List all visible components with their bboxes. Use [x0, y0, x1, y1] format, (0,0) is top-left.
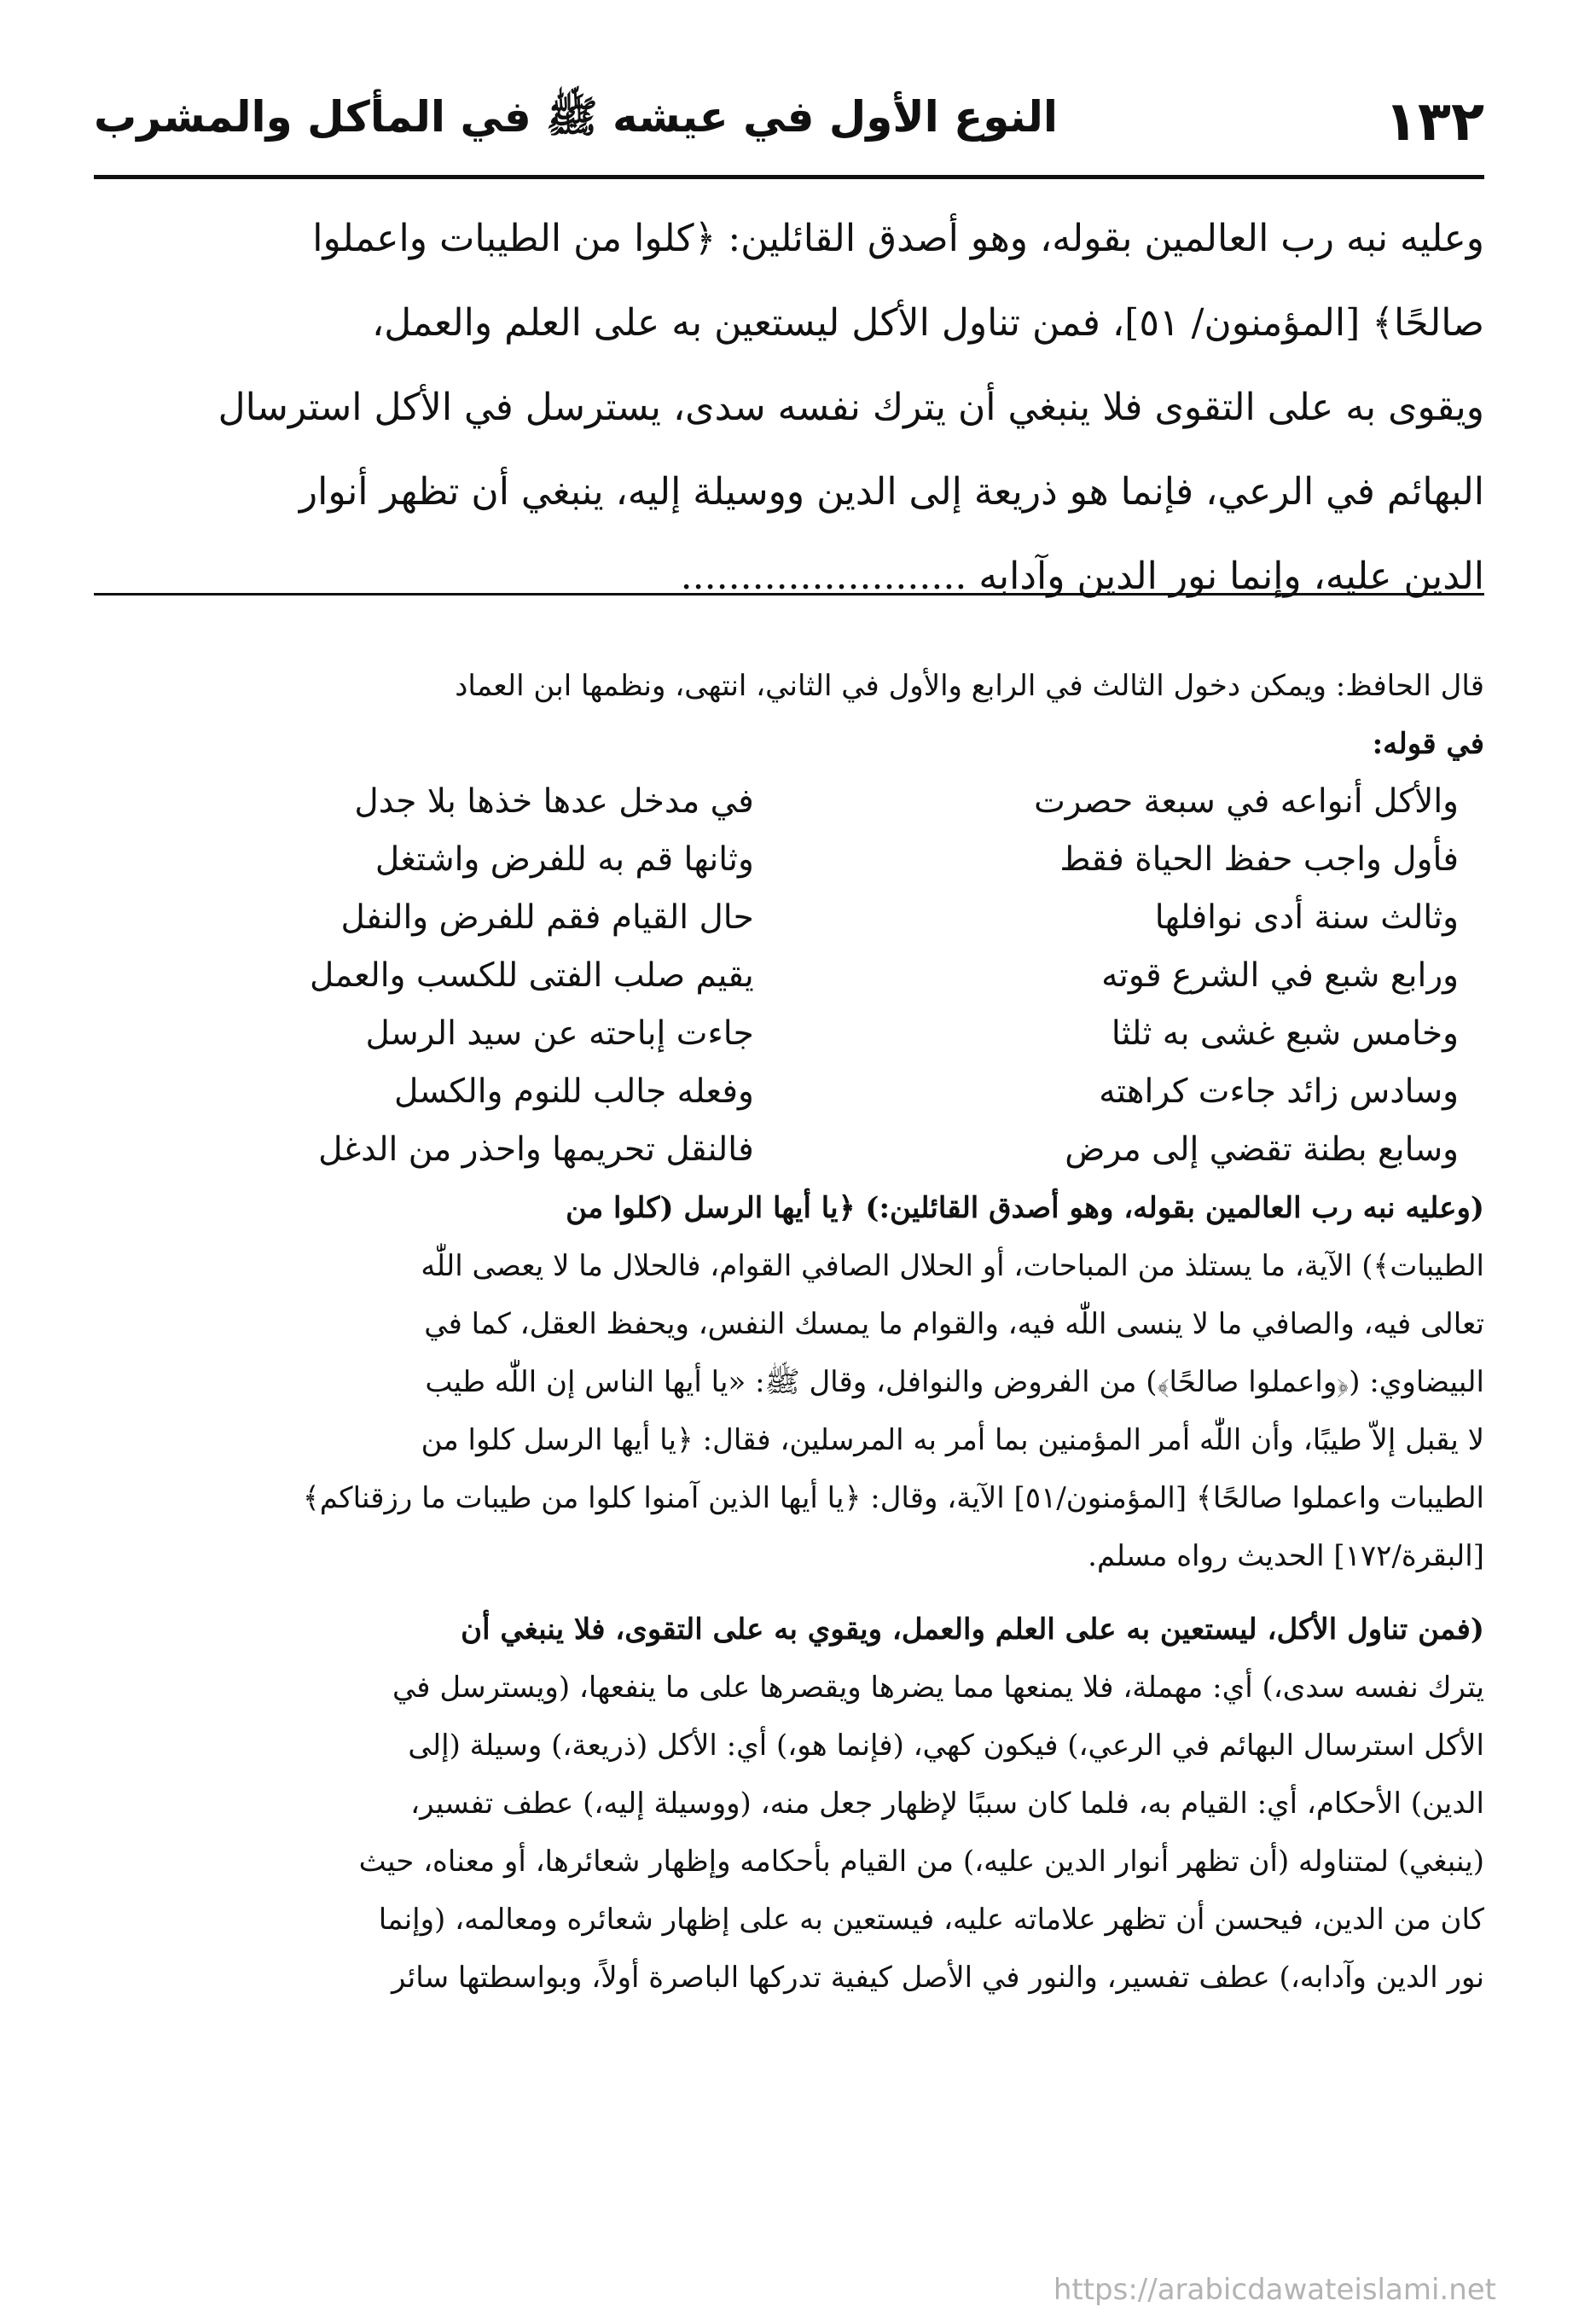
commentary-line: تعالى فيه، والصافي ما لا ينسى اللّٰه فيه، والقوام ما يمسك النفس، ويحفظ العقل، كما في	[424, 1307, 1484, 1341]
commentary-line: في قوله:	[1372, 727, 1484, 761]
commentary-line: (وعليه نبه رب العالمين بقوله، وهو أصدق القائلين:) ﴿يا أيها الرسل (كلوا من	[566, 1191, 1484, 1225]
poem-verse	[154, 773, 1459, 831]
verse-first-half: وخامس شبع غشى به ثلثا	[1111, 1014, 1459, 1053]
page-header	[94, 75, 1484, 169]
verse-first-half: وسادس زائد جاءت كراهته	[1099, 1072, 1459, 1111]
poem-verse	[154, 1005, 1459, 1063]
main-text-line: ويقوى به على التقوى فلا ينبغي أن يترك نفسه سدى، يسترسل في الأكل استرسال	[218, 386, 1484, 429]
poem-verse	[154, 947, 1459, 1005]
commentary-line: قال الحافظ: ويمكن دخول الثالث في الرابع والأول في الثاني، انتهى، ونظمها ابن العماد	[455, 669, 1484, 703]
commentary-line: [البقرة/١٧٢] الحديث رواه مسلم.	[1088, 1539, 1484, 1573]
poem-verse	[154, 1121, 1459, 1179]
verse-second-half: يقيم صلب الفتى للكسب والعمل	[309, 956, 754, 995]
commentary-line: نور الدين وآدابه،) عطف تفسير، والنور في الأصل كيفية تدركها الباصرة أولاً، وبواسطتها سائر	[391, 1961, 1484, 1995]
main-text-line: وعليه نبه رب العالمين بقوله، وهو أصدق القائلين: ﴿كلوا من الطيبات واعملوا	[312, 217, 1484, 260]
verse-second-half: فالنقل تحريمها واحذر من الدغل	[318, 1130, 754, 1169]
verse-second-half: حال القيام فقم للفرض والنفل	[340, 898, 754, 937]
commentary-line: لا يقبل إلاّ طيبًا، وأن اللّٰه أمر المؤمنين بما أمر به المرسلين، فقال: ﴿يا أيها الرسل كلوا من	[421, 1423, 1484, 1457]
poem-verse	[154, 831, 1459, 889]
main-text-line: الدين عليه، وإنما نور الدين وآدابه ........................	[680, 555, 1484, 598]
section-divider	[94, 593, 1484, 596]
poem-verse	[154, 889, 1459, 947]
verse-second-half: في مدخل عدها خذها بلا جدل	[354, 782, 754, 821]
page-number: ١٣٢	[1384, 90, 1484, 154]
watermark-url: https://arabicdawateislami.net	[1053, 2273, 1496, 2307]
commentary-line: (فمن تناول الأكل، ليستعين به على العلم والعمل، ويقوي به على التقوى، فلا ينبغي أن	[461, 1612, 1484, 1647]
commentary-line: يترك نفسه سدى،) أي: مهملة، فلا يمنعها مما يضرها ويقصرها على ما ينفعها، (ويسترسل في	[392, 1670, 1484, 1705]
commentary-line: البيضاوي: (﴿واعملوا صالحًا﴾) من الفروض والنوافل، وقال ﷺ: «يا أيها الناس إن اللّٰه طيب	[425, 1365, 1484, 1399]
main-text-line: صالحًا﴾ [المؤمنون/ ٥١]، فمن تناول الأكل ليستعين به على العلم والعمل،	[372, 301, 1484, 345]
verse-first-half: وثالث سنة أدى نوافلها	[1154, 898, 1459, 937]
verse-second-half: وفعله جالب للنوم والكسل	[394, 1072, 754, 1111]
verse-first-half: ورابع شبع في الشرع قوته	[1101, 956, 1459, 995]
main-text-line: البهائم في الرعي، فإنما هو ذريعة إلى الدين ووسيلة إليه، ينبغي أن تظهر أنوار	[299, 470, 1484, 514]
commentary-line: الأكل استرسال البهائم في الرعي،) فيكون كهي، (فإنما هو،) أي: الأكل (ذريعة،) وسيلة (إلى	[408, 1728, 1484, 1763]
paragraph-gap	[94, 1585, 1484, 1601]
verse-first-half: والأكل أنواعه في سبعة حصرت	[1034, 782, 1459, 821]
book-page	[94, 60, 1484, 2261]
commentary-line: الطيبات﴾) الآية، ما يستلذ من المباحات، أو الحلال الصافي القوام، فالحلال ما لا يعصى اللّٰه	[421, 1249, 1484, 1283]
poem	[94, 773, 1484, 1179]
header-rule	[94, 175, 1484, 179]
verse-first-half: فأول واجب حفظ الحياة فقط	[1059, 840, 1459, 879]
verse-first-half: وسابع بطنة تقضي إلى مرض	[1065, 1130, 1459, 1169]
running-title: النوع الأول في عيشه ﷺ في المأكل والمشرب	[94, 92, 1058, 142]
verse-second-half: وثانها قم به للفرض واشتغل	[374, 840, 754, 879]
commentary-line: الدين) الأحكام، أي: القيام به، فلما كان سببًا لإظهار جعل منه، (ووسيلة إليه،) عطف تفسير،	[410, 1787, 1484, 1821]
commentary-line: الطيبات واعملوا صالحًا﴾ [المؤمنون/٥١] الآية، وقال: ﴿يا أيها الذين آمنوا كلوا من طيبات ما رزقناكم﴾	[302, 1481, 1484, 1515]
main-text	[94, 196, 1484, 619]
poem-verse	[154, 1063, 1459, 1121]
verse-second-half: جاءت إباحته عن سيد الرسل	[365, 1014, 754, 1053]
commentary-line: (ينبغي) لمتناوله (أن تظهر أنوار الدين عليه،) من القيام بأحكامه وإظهار شعائرها، أو معناه، حيث	[358, 1845, 1484, 1879]
commentary-text	[94, 657, 1484, 2007]
commentary-line: كان من الدين، فيحسن أن تظهر علاماته عليه، فيستعين به على إظهار شعائره ومعالمه، (وإنما	[378, 1903, 1484, 1937]
